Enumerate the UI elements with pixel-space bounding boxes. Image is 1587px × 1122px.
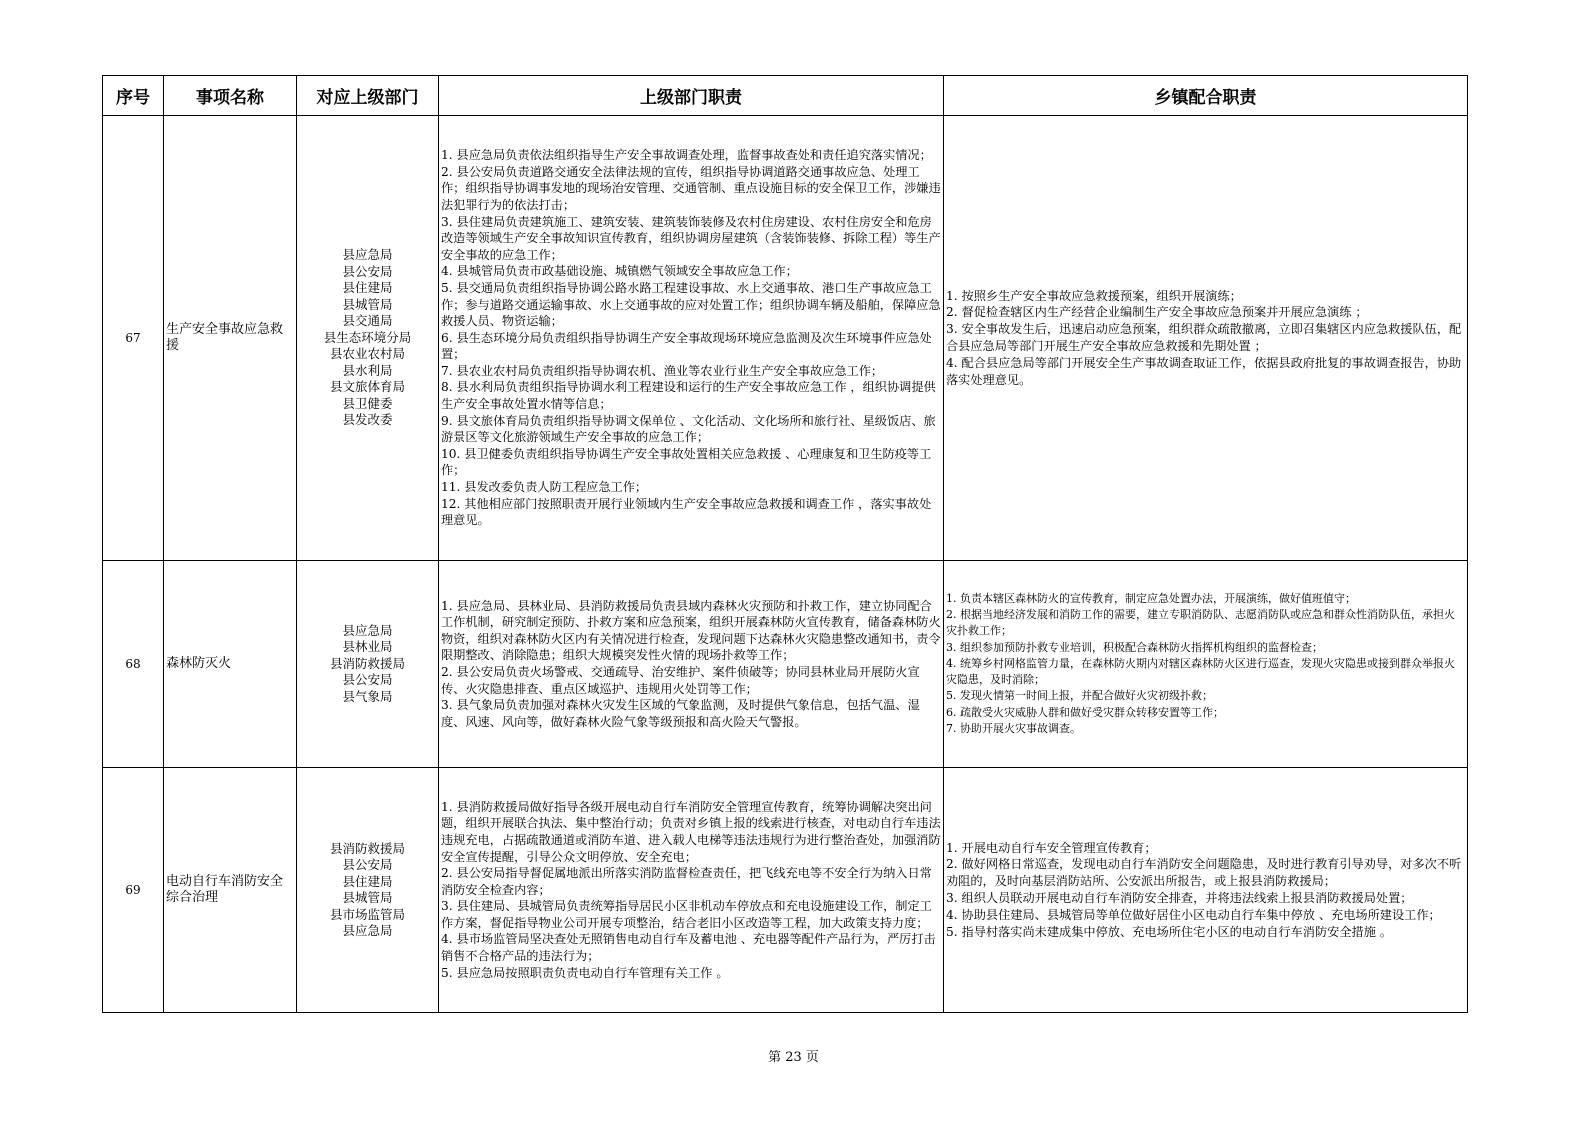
dept-entry: 县城管局 (342, 890, 393, 905)
town-duty-item: 4. 配合县应急局等部门开展安全生产事故调查取证工作，依据县政府批复的事故调查报告，协助落实处理意见。 (946, 355, 1462, 387)
item-name: 生产安全事故应急救援 (164, 116, 297, 561)
town-duty-item: 2. 督促检查辖区内生产经营企业编制生产安全事故应急预案并开展应急演练 ； (946, 305, 1368, 320)
dept-entry: 县公安局 (342, 857, 393, 872)
duty-item: 6. 县生态环境分局负责组织指导协调生产安全事故现场环境应急监测及次生环境事件应急处置； (441, 330, 932, 362)
town-duty-item: 2. 做好网格日常巡查，发现电动自行车消防安全问题隐患，及时进行教育引导劝导，对多次不听劝阻的，及时向基层消防站所、公安派出所报告，或上报县消防救援局； (946, 857, 1462, 889)
dept-entry: 县消防救援局 (329, 655, 405, 671)
duty-item: 9. 县文旅体育局负责组织指导协调文保单位 、文化活动、文化场所和旅行社、星级饭店、旅游景区等文化旅游领域生产安全事故的应急工作； (441, 413, 936, 445)
dept-entry: 县消防救援局 (329, 840, 405, 856)
header-town-duties: 乡镇配合职责 (944, 76, 1468, 116)
dept-entry: 县林业局 (342, 639, 393, 655)
duty-item: 2. 县公安局负责道路交通安全法律法规的宣传，组织指导协调道路交通事故应急、处理工作；组织指导协调事发地的现场治安管理、交通管制、重点设施目标的安全保卫工作，涉嫌违法犯罪行为的依法打击； (441, 164, 941, 212)
dept-entry: 县农业农村局 (329, 346, 405, 362)
duty-item: 12. 其他相应部门按照职责开展行业领域内生产安全事故应急救援和调查工作 ，落实事故处理意见。 (441, 496, 932, 528)
dept-entry: 县文旅体育局 (329, 379, 405, 395)
town-duty-item: 1. 负责本辖区森林防火的宣传教育，制定应急处置办法，开展演练，做好值班值守； (946, 592, 1356, 606)
superior-duties-cell (439, 561, 944, 768)
dept-entry: 县市场监管局 (329, 906, 405, 922)
table-row (103, 561, 1468, 768)
dept-entry: 县气象局 (342, 688, 393, 704)
dept-entry: 县住建局 (342, 873, 393, 889)
dept-entry: 县应急局 (342, 923, 393, 938)
row-number: 67 (103, 116, 164, 561)
town-duty-item: 5. 发现火情第一时间上报，并配合做好火灾初级扑救； (946, 689, 1213, 703)
dept-entry: 县公安局 (342, 263, 393, 279)
page-number: 第 23 页 (768, 1050, 819, 1065)
town-duty-item: 3. 安全事故发生后，迅速启动应急预案，组织群众疏散撤离，立即召集辖区内应急救援队伍，配合县应急局等部门开展生产安全事故应急救援和先期处置 ； (946, 322, 1462, 353)
duty-item: 11. 县发改委负责人防工程应急工作； (441, 480, 648, 495)
town-duties-cell (944, 561, 1468, 768)
header-serial: 序号 (103, 76, 164, 116)
duty-item: 1. 县消防救援局做好指导各级开展电动自行车消防安全管理宣传教育，统筹协调解决突出问题，组织开展联合执法、集中整治行动；负责对乡镇上报的线索进行核查，对电动自行车违法违规充电，占据疏散通道或消防车道、进入载人电梯等违法违规行为进行整治查处，加强消防安全宣传提醒，引导公众文明停放、安全充电； (441, 799, 941, 864)
duty-item: 7. 县农业农村局负责组织指导协调农机、渔业等农业行业生产安全事故应急工作； (441, 363, 884, 378)
duty-item: 2. 县公安局指导督促属地派出所落实消防监督检查责任，把飞线充电等不安全行为纳入日常消防安全检查内容； (441, 866, 932, 897)
header-superior-dept: 对应上级部门 (297, 76, 439, 116)
town-duty-item: 7. 协助开展火灾事故调查。 (946, 721, 1081, 735)
row-number: 69 (103, 768, 164, 1013)
dept-entry: 县交通局 (342, 313, 393, 329)
duty-item: 3. 县气象局负责加强对森林火灾发生区域的气象监测，及时提供气象信息，包括气温、湿度、风速、风向等，做好森林火险气象等级预报和高火险天气警报。 (441, 698, 920, 729)
table-header-row (103, 76, 1468, 116)
town-duties-cell (944, 116, 1468, 561)
town-duty-item: 1. 按照乡生产安全事故应急救援预案，组织开展演练； (946, 288, 1242, 303)
dept-list (297, 768, 439, 1013)
dept-list (297, 116, 439, 561)
town-duty-item: 2. 根据当地经济发展和消防工作的需要，建立专职消防队、志愿消防队或应急和群众性消防队伍，承担火灾扑救工作； (946, 608, 1455, 638)
dept-entry: 县生态环境分局 (323, 329, 412, 345)
town-duty-item: 1. 开展电动自行车安全管理宣传教育； (946, 840, 1157, 855)
town-duties-cell (944, 768, 1468, 1013)
duty-item: 10. 县卫健委负责组织指导协调生产安全事故处置相关应急救援 、心理康复和卫生防疫等工作； (441, 446, 932, 478)
duty-item: 4. 县城管局负责市政基础设施、城镇燃气领域安全事故应急工作； (441, 264, 798, 279)
duty-item: 4. 县市场监管局坚决查处无照销售电动自行车及蓄电池 、充电器等配件产品行为，严厉打击销售不合格产品的违法行为； (441, 932, 936, 964)
table-row (103, 768, 1468, 1013)
duty-item: 5. 县交通局负责组织指导协调公路水路工程建设事故、水上交通事故、港口生产事故应急工作；参与道路交通运输事故、水上交通事故的应对处置工作；组织协调车辆及船舶，保障应急救援人员、物资运输； (441, 280, 941, 329)
duty-item: 1. 县应急局负责依法组织指导生产安全事故调查处理，监督事故查处和责任追究落实情况； (441, 148, 932, 163)
item-name: 电动自行车消防安全综合治理 (164, 768, 297, 1013)
duty-item: 3. 县住建局负责建筑施工、建筑安装、建筑装饰装修及农村住房建设、农村住房安全和危房改造等领域生产安全事故知识宣传教育，组织协调房屋建筑（含装饰装修、拆除工程）等生产安全事故的应急工作； (441, 214, 941, 262)
duty-item: 8. 县水利局负责组织指导协调水利工程建设和运行的生产安全事故应急工作 ，组织协调提供生产安全事故处置水情等信息； (441, 380, 936, 412)
superior-duties-cell (439, 768, 944, 1013)
duty-item: 5. 县应急局按照职责负责电动自行车管理有关工作 。 (441, 965, 729, 980)
dept-entry: 县应急局 (342, 247, 393, 263)
town-duty-item: 3. 组织参加预防扑救专业培训，积极配合森林防火指挥机构组织的监督检查； (946, 640, 1323, 654)
header-superior-duties: 上级部门职责 (439, 76, 944, 116)
dept-list (297, 561, 439, 768)
town-duty-item: 3. 组织人员联动开展电动自行车消防安全排查，并将违法线索上报县消防救援局处置； (946, 891, 1413, 905)
duty-item: 1. 县应急局、县林业局、县消防救援局负责县域内森林火灾预防和扑救工作，建立协同配合工作机制，研究制定预防、扑救方案和应急预案，组织开展森林防火宣传教育，储备森林防火物资，组织对森林防火区内有关情况进行检查，发现问题下达森林火灾隐患整改通知书，责令限期整改、消除隐患；组织大规模突发性火情的现场扑救等工作； (441, 598, 941, 663)
town-duty-item: 4. 统筹乡村网格监管力量，在森林防火期内对辖区森林防火区进行巡查，发现火灾隐患或接到群众举报火灾隐患，及时消除； (946, 656, 1455, 687)
table-row (103, 116, 1468, 561)
superior-duties-cell (439, 116, 944, 561)
town-duty-item: 4. 协助县住建局、县城管局等单位做好居住小区电动自行车集中停放 、充电场所建设工作； (946, 907, 1441, 922)
item-name: 森林防灭火 (164, 561, 297, 768)
duty-item: 3. 县住建局、县城管局负责统筹指导居民小区非机动车停放点和充电设施建设工作，制定工作方案，督促指导物业公司开展专项整治，结合老旧小区改造等工程，加大政策支持力度； (441, 899, 932, 930)
dept-entry: 县城管局 (342, 296, 393, 312)
town-duty-item: 6. 疏散受火灾威胁人群和做好受灾群众转移安置等工作； (946, 705, 1224, 719)
dept-entry: 县住建局 (342, 280, 393, 296)
dept-entry: 县卫健委 (342, 395, 393, 411)
row-number: 68 (103, 561, 164, 768)
responsibility-table (102, 75, 1468, 1013)
dept-entry: 县水利局 (342, 362, 393, 378)
dept-entry: 县应急局 (342, 622, 393, 638)
duty-item: 2. 县公安局负责火场警戒、交通疏导、治安维护、案件侦破等；协同县林业局开展防火宣传、火灾隐患排查、重点区域巡护、违规用火处罚等工作； (441, 665, 920, 696)
town-duty-item: 5. 指导村落实尚未建成集中停放、充电场所住宅小区的电动自行车消防安全措施 。 (946, 924, 1392, 939)
header-item-name: 事项名称 (164, 76, 297, 116)
dept-entry: 县公安局 (342, 672, 393, 688)
dept-entry: 县发改委 (342, 412, 393, 428)
